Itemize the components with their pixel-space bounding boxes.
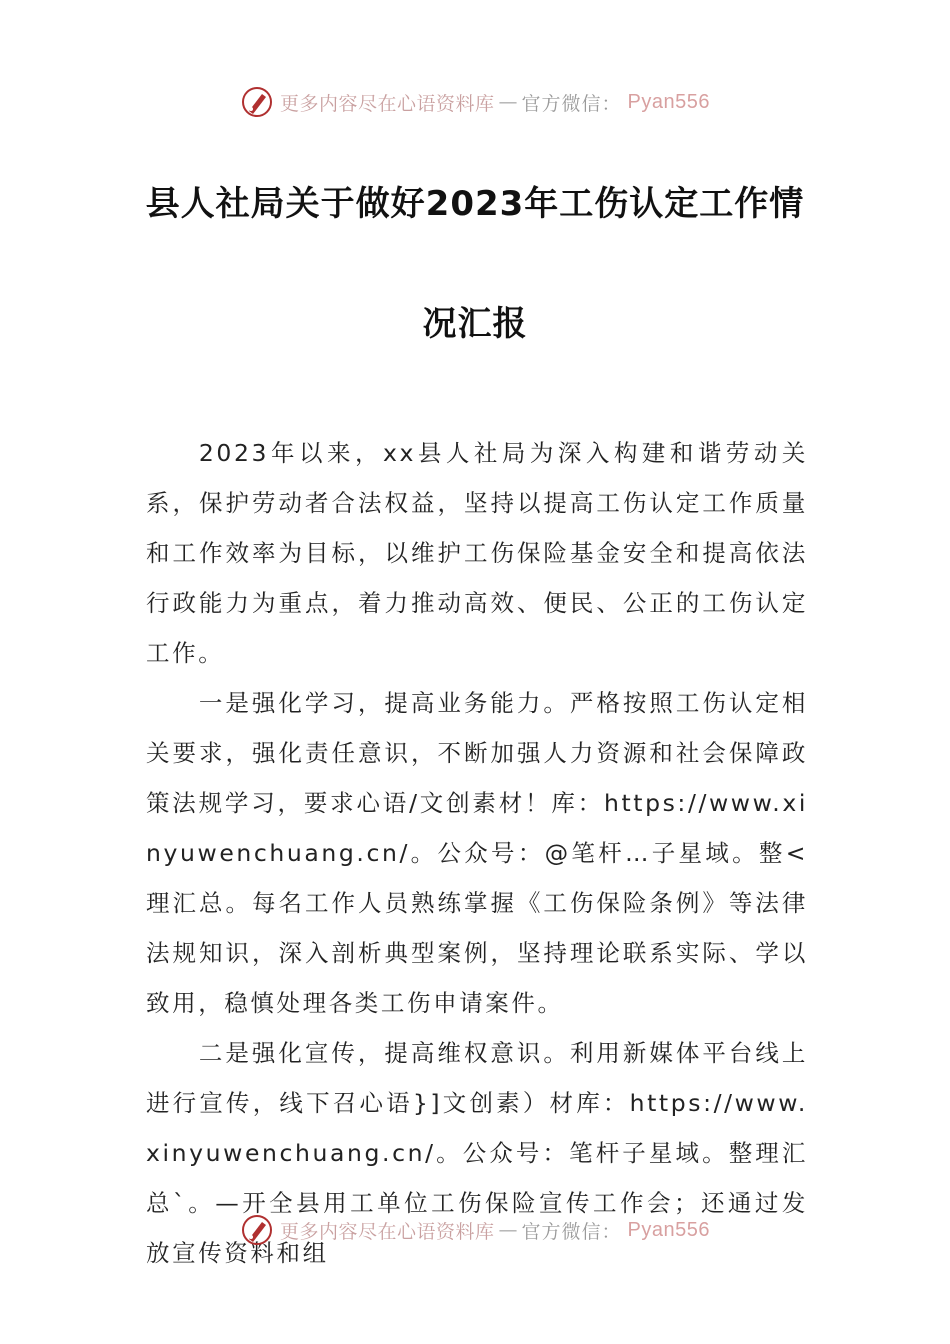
paragraph-intro: 2023年以来，xx县人社局为深入构建和谐劳动关系，保护劳动者合法权益，坚持以提高工伤认定工作质量和工作效率为目标，以维护工伤保险基金安全和提高依法行政能力为重点，着力推动高效、便民、公正的工伤认定工作。 (146, 439, 808, 667)
document-title-line1: 县人社局关于做好2023年工伤认定工作情 (145, 184, 805, 224)
banner-dash: — (498, 1219, 518, 1241)
paragraph-study: 一是强化学习，提高业务能力。严格按照工伤认定相关要求，强化责任意识，不断加强人力资源和社会保障政策法规学习，要求心语/文创素材！库：https://www.xinyuwenchuang.cn/。公众号：@笔杆…子星域。整<理汇总。每名工作人员熟练掌握《工伤保险条例》等法律法规知识，深入剖析典型案例，坚持理论联系实际、学以致用，稳慎处理各类工伤申请案件。 (146, 689, 808, 1017)
banner-official-label: 官方微信： (521, 92, 622, 115)
paragraph-publicity: 二是强化宣传，提高维权意识。利用新媒体平台线上进行宣传，线下召心语}]文创素）材库：https://www.xinyuwenchuang.cn/。公众号：笔杆子星域。整理汇总`。—开全县用工单位工伤保险宣传工作会；还通过发放宣传资料和组 (146, 1039, 808, 1267)
document-title-line2: 况汇报 (422, 304, 528, 344)
document-body (146, 428, 808, 1278)
footer-watermark-banner (0, 1210, 950, 1250)
header-watermark-banner (0, 82, 950, 122)
banner-wechat-id: Pyan556 (627, 1218, 710, 1241)
banner-official-label: 官方微信： (521, 1220, 622, 1243)
banner-wechat-id: Pyan556 (627, 90, 710, 113)
pen-nib-circle-icon (240, 1213, 274, 1247)
pen-nib-circle-icon (240, 85, 274, 119)
banner-dash: — (498, 91, 518, 113)
banner-slogan: 更多内容尽在心语资料库 (280, 92, 495, 115)
banner-slogan: 更多内容尽在心语资料库 (280, 1220, 495, 1243)
